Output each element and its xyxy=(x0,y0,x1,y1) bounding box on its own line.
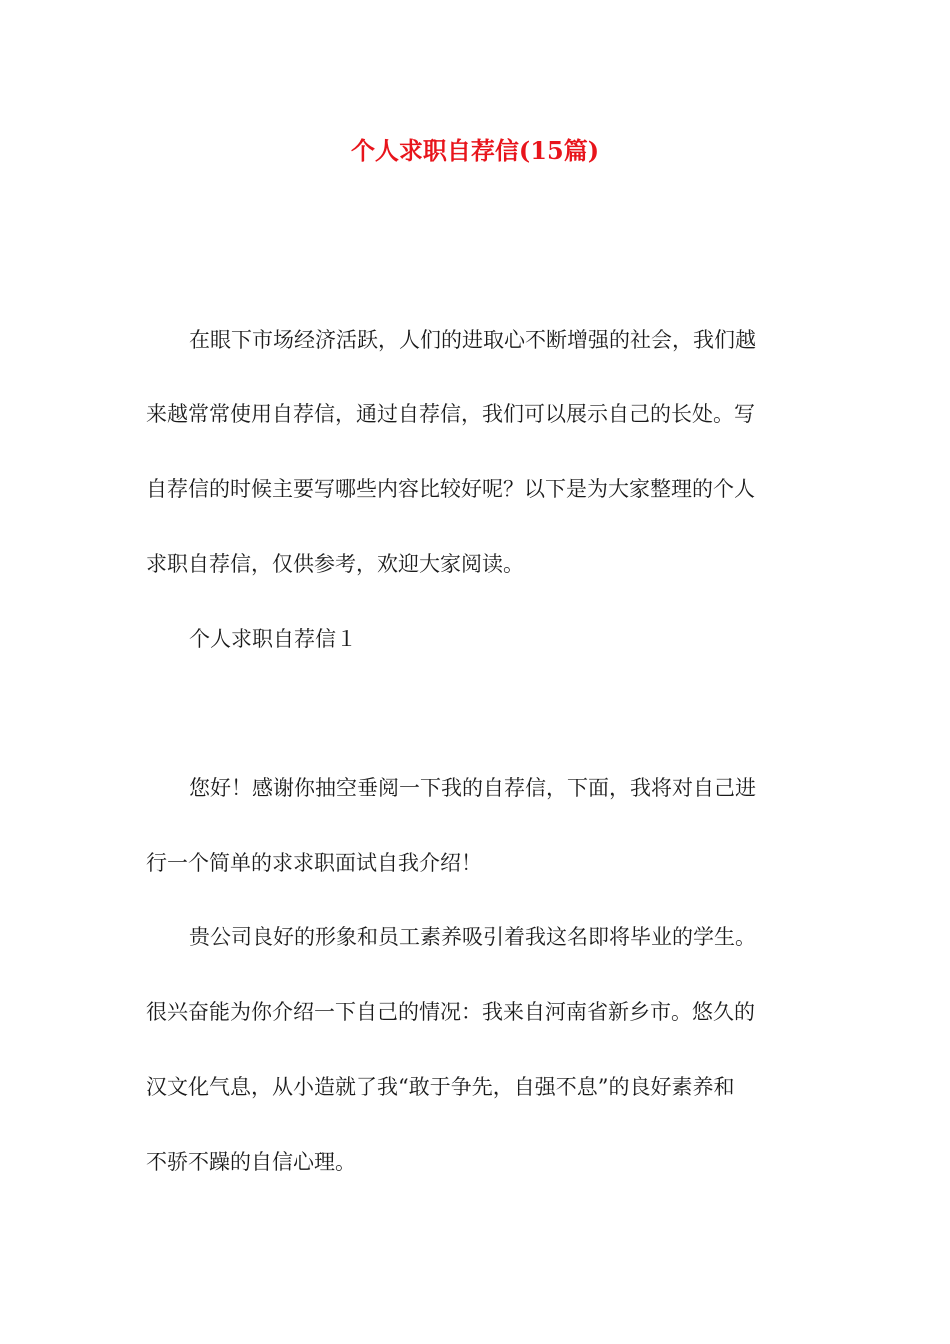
paragraph-line: 不骄不躁的自信心理。 xyxy=(146,1150,356,1174)
paragraph-line: 行一个简单的求求职面试自我介绍！ xyxy=(146,851,482,875)
paragraph-line: 汉文化气息，从小造就了我“敢于争先，自强不息”的良好素养和 xyxy=(146,1075,735,1099)
paragraph-line: 求职自荐信，仅供参考，欢迎大家阅读。 xyxy=(146,552,524,576)
paragraph-line: 您好！感谢你抽空垂阅一下我的自荐信，下面，我将对自己进 xyxy=(189,776,756,800)
section-heading: 个人求职自荐信１ xyxy=(189,627,357,651)
paragraph-line: 自荐信的时候主要写哪些内容比较好呢？以下是为大家整理的个人 xyxy=(146,477,755,501)
paragraph-line: 在眼下市场经济活跃，人们的进取心不断增强的社会，我们越 xyxy=(189,328,756,352)
paragraph-line: 很兴奋能为你介绍一下自己的情况：我来自河南省新乡市。悠久的 xyxy=(146,1000,755,1024)
paragraph-line: 贵公司良好的形象和员工素养吸引着我这名即将毕业的学生。 xyxy=(189,925,756,949)
paragraph-line: 来越常常使用自荐信，通过自荐信，我们可以展示自己的长处。写 xyxy=(146,402,755,426)
document-title: 个人求职自荐信(15篇) xyxy=(350,136,600,165)
